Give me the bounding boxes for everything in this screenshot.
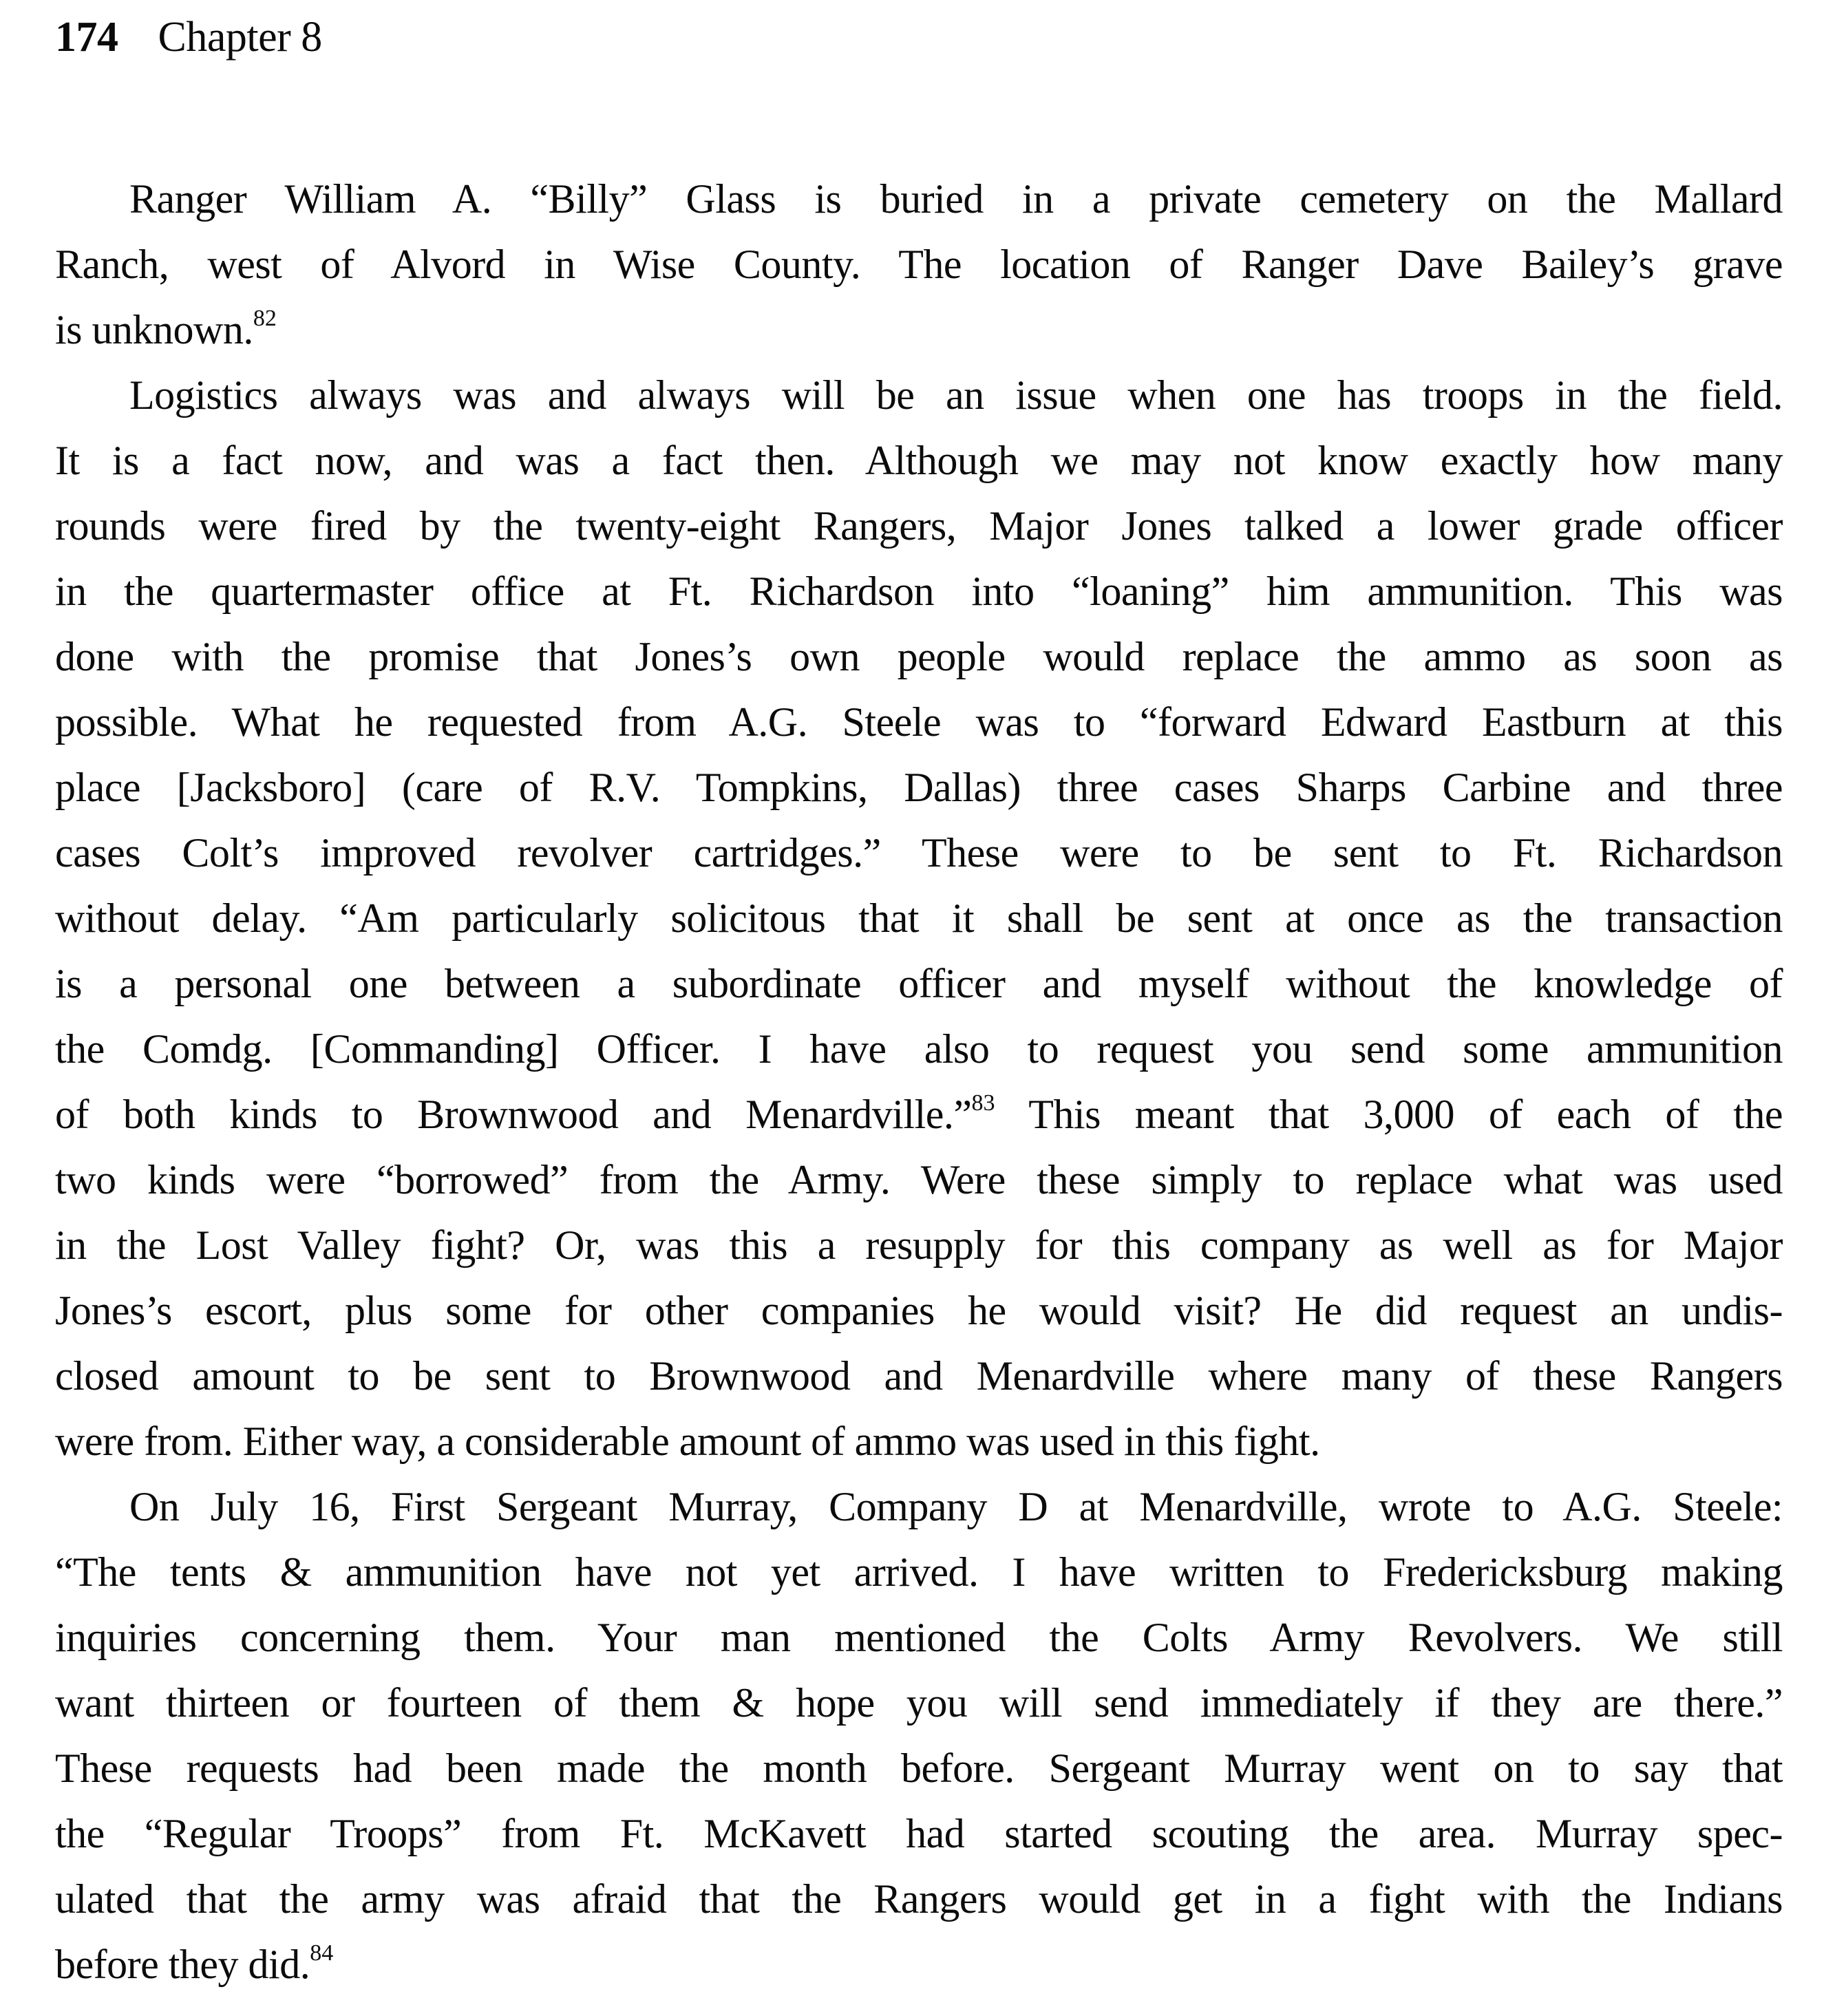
text-segment: closed amount to be sent to Brownwood and Menardville where many of these Rangers <box>55 1353 1783 1399</box>
text-segment: ulated that the army was afraid that the Rangers would get in a fight with the Indians <box>55 1876 1783 1922</box>
text-segment: These requests had been made the month before. Sergeant Murray went on to say that <box>55 1746 1783 1791</box>
text-line <box>55 820 1783 886</box>
text-segment: possible. What he requested from A.G. Steele was to “forward Edward Eastburn at this <box>55 699 1783 745</box>
text-line <box>55 1540 1783 1605</box>
text-segment: done with the promise that Jones’s own people would replace the ammo as soon as <box>55 634 1783 679</box>
text-line <box>55 167 1783 232</box>
text-line <box>55 1213 1783 1278</box>
text-segment: the “Regular Troops” from Ft. McKavett had started scouting the area. Murray spec- <box>55 1811 1783 1856</box>
text-line <box>55 1605 1783 1670</box>
text-line <box>55 297 1783 363</box>
footnote-ref: 82 <box>253 306 277 331</box>
text-segment: This meant that 3,000 of each of the <box>995 1092 1783 1137</box>
text-segment: want thirteen or fourteen of them & hope you will send immediately if they are there.” <box>55 1680 1783 1726</box>
text-line <box>55 1409 1783 1474</box>
text-line <box>55 1344 1783 1409</box>
text-segment: place [Jacksboro] (care of R.V. Tompkins, Dallas) three cases Sharps Carbine and three <box>55 765 1783 810</box>
chapter-title: Chapter 8 <box>158 14 322 61</box>
text-line <box>55 1867 1783 1932</box>
text-line <box>55 1017 1783 1082</box>
text-line <box>55 1801 1783 1867</box>
text-line <box>55 1082 1783 1147</box>
text-line <box>55 232 1783 297</box>
text-line <box>55 1474 1783 1540</box>
text-line <box>55 1736 1783 1801</box>
text-line <box>55 559 1783 624</box>
page-number: 174 <box>55 14 118 61</box>
text-segment: in the Lost Valley fight? Or, was this a resupply for this company as well as for Major <box>55 1222 1783 1268</box>
text-line <box>55 951 1783 1017</box>
text-line <box>55 755 1783 820</box>
text-line <box>55 624 1783 690</box>
text-segment: without delay. “Am particularly solicitous that it shall be sent at once as the transaction <box>55 895 1783 941</box>
text-segment: cases Colt’s improved revolver cartridges.” These were to be sent to Ft. Richardson <box>55 830 1783 876</box>
text-segment: Ranger William A. “Billy” Glass is buried in a private cemetery on the Mallard <box>129 176 1783 222</box>
text-segment: On July 16, First Sergeant Murray, Company D at Menardville, wrote to A.G. Steele: <box>129 1484 1783 1529</box>
text-line <box>55 1670 1783 1736</box>
text-line <box>55 1147 1783 1213</box>
text-segment: Logistics always was and always will be an issue when one has troops in the field. <box>129 372 1783 418</box>
text-segment: before they did. <box>55 1942 310 1987</box>
text-segment: in the quartermaster office at Ft. Richardson into “loaning” him ammunition. This was <box>55 569 1783 614</box>
footnote-ref: 83 <box>971 1090 995 1116</box>
text-line <box>55 1278 1783 1344</box>
paragraph <box>55 1474 1783 1997</box>
page-header <box>55 12 1783 62</box>
text-line <box>55 363 1783 428</box>
paragraph <box>55 167 1783 363</box>
text-line <box>55 886 1783 951</box>
text-segment: were from. Either way, a considerable amount of ammo was used in this fight. <box>55 1419 1320 1464</box>
text-line <box>55 428 1783 494</box>
footnote-ref: 84 <box>310 1940 334 1966</box>
text-segment: Ranch, west of Alvord in Wise County. The location of Ranger Dave Bailey’s grave <box>55 242 1783 287</box>
text-segment: “The tents & ammunition have not yet arrived. I have written to Fredericksburg making <box>55 1549 1783 1595</box>
text-segment: the Comdg. [Commanding] Officer. I have also to request you send some ammunition <box>55 1026 1783 1072</box>
text-segment: It is a fact now, and was a fact then. Although we may not know exactly how many <box>55 438 1783 483</box>
page-body <box>55 167 1783 1997</box>
paragraph <box>55 363 1783 1474</box>
text-segment: is a personal one between a subordinate officer and myself without the knowledge of <box>55 961 1783 1006</box>
text-segment: of both kinds to Brownwood and Menardville.” <box>55 1092 972 1137</box>
text-segment: two kinds were “borrowed” from the Army. Were these simply to replace what was used <box>55 1157 1783 1202</box>
text-segment: inquiries concerning them. Your man mentioned the Colts Army Revolvers. We still <box>55 1615 1783 1660</box>
text-line <box>55 494 1783 559</box>
text-line <box>55 690 1783 755</box>
text-segment: Jones’s escort, plus some for other companies he would visit? He did request an undis- <box>55 1288 1783 1333</box>
text-segment: is unknown. <box>55 307 253 352</box>
text-line <box>55 1932 1783 1997</box>
text-segment: rounds were fired by the twenty-eight Rangers, Major Jones talked a lower grade officer <box>55 503 1783 549</box>
